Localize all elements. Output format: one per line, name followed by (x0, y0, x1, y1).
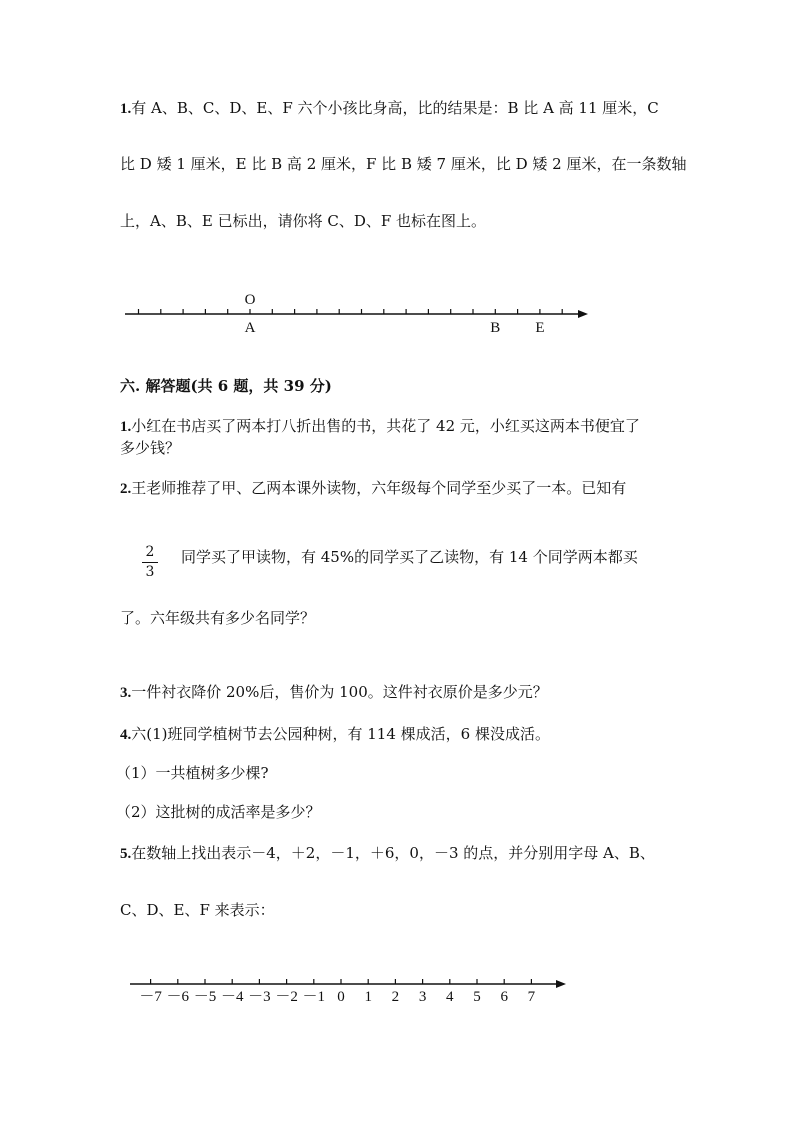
axis-2-tick-label: －7 (139, 989, 162, 1005)
p3-text: 一件衬衣降价 20%后，售价为 100。这件衬衣原价是多少元？ (131, 683, 548, 701)
p2-text-1: 王老师推荐了甲、乙两本课外读物，六年级每个同学至少买了一本。已知有 (131, 479, 627, 497)
fraction-bar (142, 562, 158, 563)
axis-2-tick-label: －6 (166, 989, 190, 1005)
axis-2-arrow (556, 980, 566, 988)
section-heading: 六. 解答题(共 6 题，共 39 分) (120, 377, 332, 395)
number-line-1 (0, 285, 794, 345)
fraction-numerator: 2 (145, 544, 155, 560)
axis-2-tick-label: 7 (527, 989, 536, 1005)
axis-2-tick-label: －4 (220, 989, 244, 1005)
axis-2-tick-label: －5 (193, 989, 217, 1005)
p3-line (120, 682, 548, 703)
p5-line-2: C、D、E、F 来表示： (120, 901, 275, 919)
p1-number: 1. (120, 419, 132, 435)
p4-sub-2: （2）这批树的成活率是多少？ (116, 803, 321, 821)
p1-text-1: 小红在书店买了两本打八折出售的书，共花了 42 元，小红买这两本书便宜了 (131, 417, 640, 435)
p3-number: 3. (120, 685, 132, 701)
axis-1-point-label: A (244, 320, 256, 336)
axis-2-tick-label: 3 (418, 989, 427, 1005)
axis-2-tick-label: 0 (337, 989, 345, 1005)
axis-2-tick-label: 6 (500, 989, 508, 1005)
axis-1-point-label: E (535, 320, 545, 336)
p1-line-2: 多少钱？ (120, 439, 181, 457)
axis-2-tick-label: 2 (391, 989, 400, 1005)
p5-text-1: 在数轴上找出表示－4，＋2，－1，＋6，0，－3 的点，并分别用字母 A、B、 (131, 844, 655, 862)
fraction-two-thirds (140, 544, 160, 581)
axis-2-tick-label: 5 (473, 989, 481, 1005)
p4-sub-1: （1）一共植树多少棵? (116, 764, 269, 782)
q1-line-1 (120, 98, 659, 119)
fraction-denominator: 3 (145, 564, 155, 580)
p4-text: 六(1)班同学植树节去公园种树，有 114 棵成活，6 棵没成活。 (131, 725, 550, 743)
p2-line-1 (120, 478, 626, 499)
axis-1-origin-label: O (244, 292, 256, 308)
p4-line (120, 724, 550, 745)
number-line-2 (0, 970, 794, 1020)
q1-number: 1. (120, 101, 132, 117)
p4-number: 4. (120, 727, 132, 743)
q1-line-2: 比 D 矮 1 厘米，E 比 B 高 2 厘米，F 比 B 矮 7 厘米，比 D 矮 2 厘米，在一条数轴 (120, 155, 687, 173)
axis-1-arrow (578, 310, 588, 318)
p5-number: 5. (120, 846, 132, 862)
axis-2-tick-label: 4 (446, 989, 454, 1005)
p5-line-1 (120, 843, 655, 864)
p1-line-1 (120, 416, 640, 437)
axis-2-tick-label: －3 (248, 989, 271, 1005)
axis-2-tick-label: 1 (364, 989, 372, 1005)
p2-line-2: 同学买了甲读物，有 45%的同学买了乙读物，有 14 个同学两本都买 (181, 548, 638, 566)
q1-text-1: 有 A、B、C、D、E、F 六个小孩比身高，比的结果是：B 比 A 高 11 厘米，C (131, 99, 659, 117)
axis-2-tick-label: －2 (275, 989, 298, 1005)
q1-line-3: 上，A、B、E 已标出，请你将 C、D、F 也标在图上。 (120, 212, 487, 230)
axis-2-tick-label: －1 (302, 989, 326, 1005)
axis-1-point-label: B (490, 320, 501, 336)
p2-number: 2. (120, 481, 132, 497)
p2-line-3: 了。六年级共有多少名同学？ (120, 609, 316, 627)
